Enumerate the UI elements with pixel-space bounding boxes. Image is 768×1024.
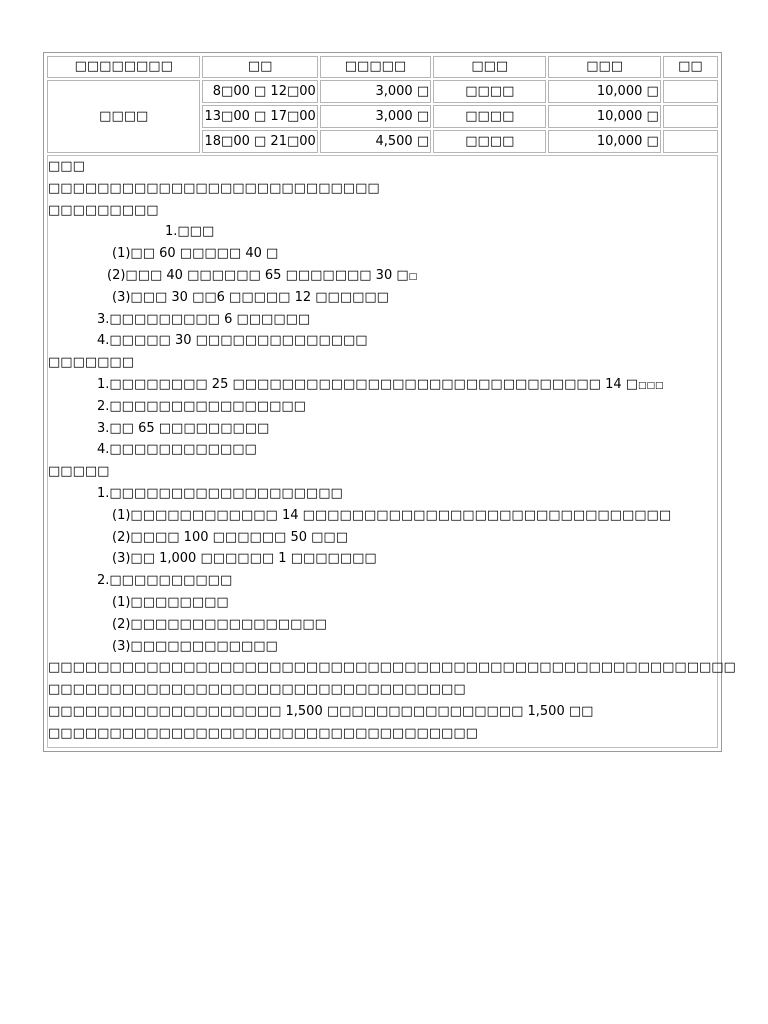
table-row: [47, 80, 718, 103]
unit-cell: □□□□: [433, 130, 546, 153]
max-cell: 10,000 □: [548, 130, 660, 153]
column-header: □□□□□: [320, 56, 431, 78]
note-line: □□□□□□□□□□□□□□□□□□□□□□□□□□□□□□□□□□: [48, 682, 466, 698]
note-line: 1.□□□□□□□□ 25 □□□□□□□□□□□□□□□□□□□□□□□□□□□□□□ 14 □□□□: [97, 376, 664, 392]
note-line: □□□□□□□□□□□□□□□□□□□ 1,500 □□□□□□□□□□□□□□□□ 1,500 □□: [48, 703, 594, 719]
note-line: (2)□□□□□□□□□□□□□□□□: [112, 616, 327, 632]
note-line: (3)□□□ 30 □□6 □□□□□ 12 □□□□□□: [112, 289, 389, 305]
column-header: □□□: [433, 56, 546, 78]
time-cell: 8□00 □ 12□00: [202, 80, 317, 103]
column-header: □□: [663, 56, 718, 78]
note-line: 4.□□□□□ 30 □□□□□□□□□□□□□□: [97, 333, 368, 349]
notes-section: [47, 155, 736, 748]
note-line: 1.□□□□□□□□□□□□□□□□□□□: [97, 485, 343, 501]
fee-table: [45, 54, 720, 155]
unit-cell: □□□□: [433, 80, 546, 103]
note-line: (2)□□□□ 100 □□□□□□ 50 □□□: [112, 529, 348, 545]
max-cell: 10,000 □: [548, 105, 660, 128]
section-heading: □□□□□□□: [48, 355, 134, 371]
note-line: (2)□□□ 40 □□□□□□ 65 □□□□□□□ 30 □□: [107, 267, 418, 283]
fee-cell: 3,000 □: [320, 80, 431, 103]
note-line: 3.□□□□□□□□□ 6 □□□□□□: [97, 311, 311, 327]
note-line: □□□□□□□□□□□□□□□□□□□□□□□□□□□□□□□□□□□□□□□□□□□□□□□□□□□□□□□□: [48, 660, 736, 676]
note-line: (1)□□□□□□□□□□□□ 14 □□□□□□□□□□□□□□□□□□□□□□□□□□□□□□: [112, 507, 672, 523]
note-cell: [663, 130, 718, 153]
unit-cell: □□□□: [433, 105, 546, 128]
column-header: □□□: [548, 56, 660, 78]
note-line: (1)□□□□□□□□: [112, 594, 229, 610]
time-cell: 13□00 □ 17□00: [202, 105, 317, 128]
room-name-cell: □□□□: [47, 80, 200, 153]
section-heading: □□□: [48, 159, 85, 174]
column-header: □□□□□□□□: [47, 56, 200, 78]
note-line: (1)□□ 60 □□□□□ 40 □: [112, 246, 279, 262]
max-cell: 10,000 □: [548, 80, 660, 103]
section-heading: □□□□□: [48, 464, 110, 480]
note-cell: [663, 80, 718, 103]
note-line: □□□□□□□□□□□□□□□□□□□□□□□□□□□: [48, 180, 380, 196]
note-line: (3)□□ 1,000 □□□□□□ 1 □□□□□□□: [112, 551, 377, 567]
section-heading: □□□□□□□□□: [48, 202, 159, 218]
fee-cell: 4,500 □: [320, 130, 431, 153]
note-line: 2.□□□□□□□□□□□□□□□□: [97, 398, 306, 414]
note-cell: [663, 105, 718, 128]
document-frame: [43, 52, 736, 752]
table-header-row: [47, 56, 718, 78]
note-line: 3.□□ 65 □□□□□□□□□: [97, 420, 270, 436]
note-line: 2.□□□□□□□□□□: [97, 573, 233, 589]
time-cell: 18□00 □ 21□00: [202, 130, 317, 153]
note-line: 4.□□□□□□□□□□□□: [97, 442, 257, 458]
note-line: (3)□□□□□□□□□□□□: [112, 638, 278, 654]
fee-cell: 3,000 □: [320, 105, 431, 128]
note-line: □□□□□□□□□□□□□□□□□□□□□□□□□□□□□□□□□□□: [48, 725, 478, 741]
column-header: □□: [202, 56, 317, 78]
note-line: 1.□□□: [165, 224, 215, 240]
